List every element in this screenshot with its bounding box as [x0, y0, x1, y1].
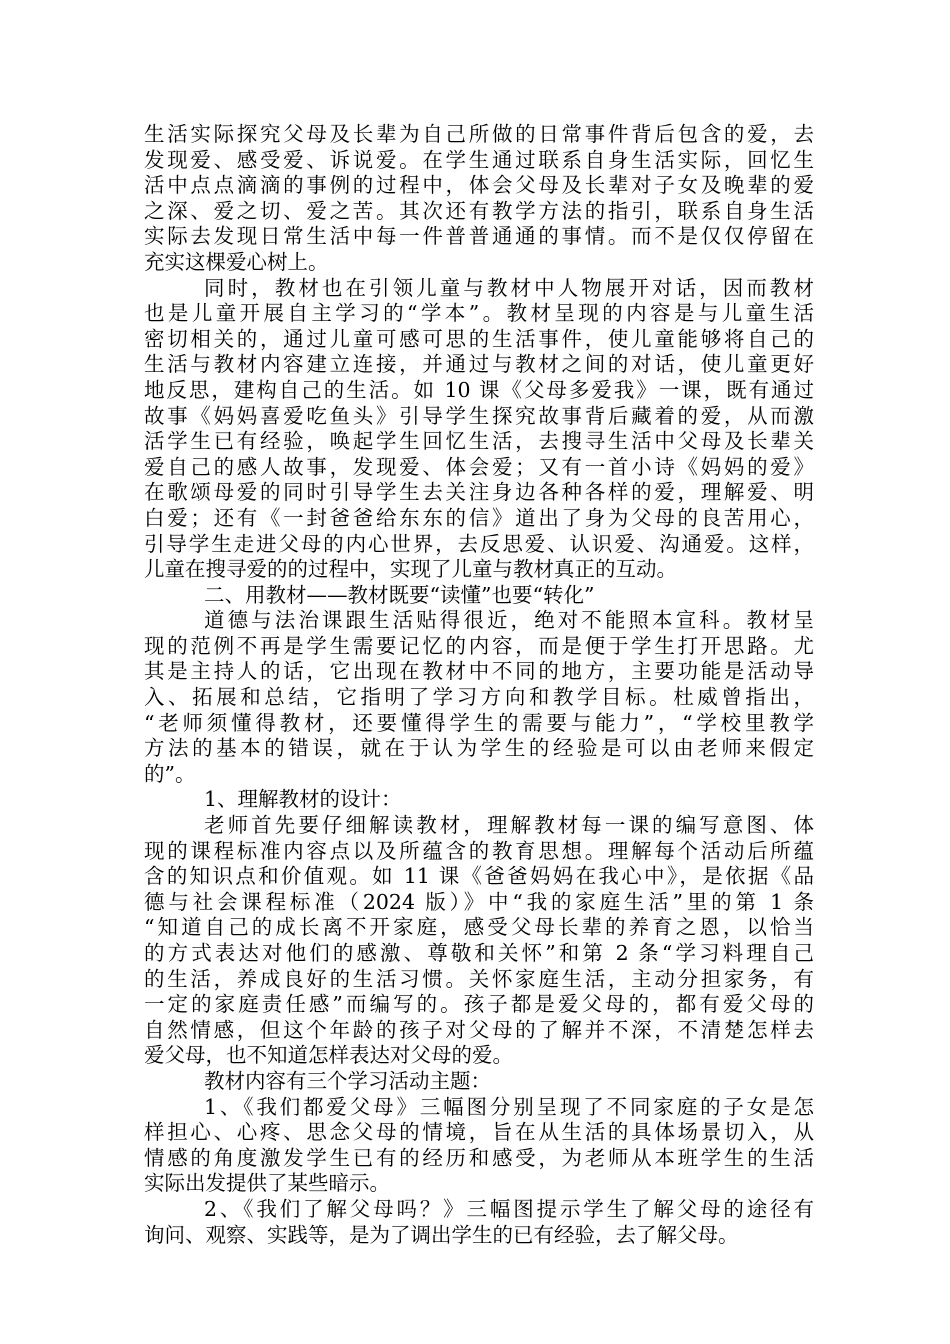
text-line: 情感的角度激发学生已有的经历和感受，为老师从本班学生的生活 — [144, 1145, 814, 1170]
text-line: 的”。 — [144, 761, 196, 786]
text-line: 含的知识点和价值观。如 11 课《爸爸妈妈在我心中》，是依据《品 — [144, 864, 814, 889]
paragraph — [144, 1069, 814, 1095]
text-line: 方法的基本的错误，就在于认为学生的经验是可以由老师来假定 — [144, 736, 814, 761]
subsection-heading — [144, 787, 814, 813]
text-line: 教材内容有三个学习活动主题： — [204, 1068, 491, 1093]
text-line: 德与社会课程标准（2024 版）》中“我的家庭生活”里的第 1 条 — [144, 889, 814, 914]
text-line: 在歌颂母爱的同时引导学生去关注身边各种各样的爱，理解爱、明 — [144, 480, 814, 505]
text-line: 现的范例不再是学生需要记忆的内容，而是便于学生打开思路。尤 — [144, 633, 814, 658]
text-line: “老师须懂得教材，还要懂得学生的需要与能力”，“学校里教学 — [144, 710, 814, 735]
paragraph — [144, 1197, 814, 1248]
paragraph — [144, 1095, 814, 1197]
text-line: 儿童在搜寻爱的的过程中，实现了儿童与教材真正的互动。 — [144, 557, 677, 582]
text-line: 故事《妈妈喜爱吃鱼头》引导学生探究故事背后藏着的爱，从而激 — [144, 403, 814, 428]
paragraph — [144, 608, 814, 787]
text-line: 密切相关的，通过儿童可感可思的生活事件，使儿童能够将自己的 — [144, 326, 814, 351]
text-line: 的生活，养成良好的生活习惯。关怀家庭生活，主动分担家务，有 — [144, 966, 814, 991]
section-heading — [144, 583, 814, 609]
text-line: 之深、爱之切、爱之苦。其次还有教学方法的指引，联系自身生活 — [144, 198, 814, 223]
text-line: 白爱；还有《一封爸爸给东东的信》道出了身为父母的良苦用心， — [144, 505, 814, 530]
text-line: 充实这棵爱心树上。 — [144, 249, 329, 274]
text-line: 自然情感，但这个年龄的孩子对父母的了解并不深，不清楚怎样去 — [144, 1017, 814, 1042]
paragraph — [144, 813, 814, 1069]
text-line: 询问、观察、实践等，是为了调出学生的已有经验，去了解父母。 — [144, 1222, 739, 1247]
text-line: “知道自己的成长离不开家庭，感受父母长辈的养育之恩，以恰当 — [144, 915, 814, 940]
text-line: 现的课程标准内容点以及所蕴含的教育思想。理解每个活动后所蕴 — [144, 838, 814, 863]
text-line: 1、理解教材的设计： — [204, 787, 402, 812]
text-line: 爱父母，也不知道怎样表达对父母的爱。 — [144, 1043, 513, 1068]
paragraph — [144, 276, 814, 583]
text-line: 2、《我们了解父母吗？》三幅图提示学生了解父母的途径有 — [204, 1196, 814, 1221]
text-line: 一定的家庭责任感”而编写的。孩子都是爱父母的，都有爱父母的 — [144, 992, 814, 1017]
text-line: 1、《我们都爱父母》三幅图分别呈现了不同家庭的子女是怎 — [204, 1094, 814, 1119]
text-line: 实际去发现日常生活中每一件普普通通的事情。而不是仅仅停留在 — [144, 224, 814, 249]
text-line: 爱自己的感人故事，发现爱、体会爱；又有一首小诗《妈妈的爱》 — [144, 454, 814, 479]
text-line: 活中点点滴滴的事例的过程中，体会父母及长辈对子女及晚辈的爱 — [144, 173, 814, 198]
text-line: 也是儿童开展自主学习的“学本”。教材呈现的内容是与儿童生活 — [144, 301, 814, 326]
text-line: 道德与法治课跟生活贴得很近，绝对不能照本宣科。教材呈 — [204, 608, 814, 633]
text-line: 入、拓展和总结，它指明了学习方向和教学目标。杜威曾指出， — [144, 685, 814, 710]
text-line: 生活实际探究父母及长辈为自己所做的日常事件背后包含的爱，去 — [144, 122, 814, 146]
text-line: 地反思，建构自己的生活。如 10 课《父母多爱我》一课，既有通过 — [144, 377, 814, 402]
text-line: 样担心、心疼、思念父母的情境，旨在从生活的具体场景切入，从 — [144, 1120, 814, 1145]
text-line: 的方式表达对他们的感激、尊敬和关怀”和第 2 条“学习料理自己 — [144, 941, 814, 965]
text-line: 其是主持人的话，它出现在教材中不同的地方，主要功能是活动导 — [144, 659, 814, 684]
text-line: 活学生已有经验，唤起学生回忆生活，去搜寻生活中父母及长辈关 — [144, 429, 814, 454]
text-line: 老师首先要仔细解读教材，理解教材每一课的编写意图、体 — [204, 813, 814, 838]
text-line: 发现爱、感受爱、诉说爱。在学生通过联系自身生活实际，回忆生 — [144, 147, 814, 172]
text-line: 生活与教材内容建立连接，并通过与教材之间的对话，使儿童更好 — [144, 352, 814, 377]
document-page — [144, 122, 814, 1248]
text-line: 同时，教材也在引领儿童与教材中人物展开对话，因而教材 — [204, 275, 814, 300]
text-line: 二、用教材——教材既要“读懂”也要“转化” — [204, 582, 595, 607]
text-line: 实际出发提供了某些暗示。 — [144, 1171, 390, 1196]
paragraph — [144, 122, 814, 276]
text-line: 引导学生走进父母的内心世界，去反思爱、认识爱、沟通爱。这样， — [144, 531, 814, 556]
